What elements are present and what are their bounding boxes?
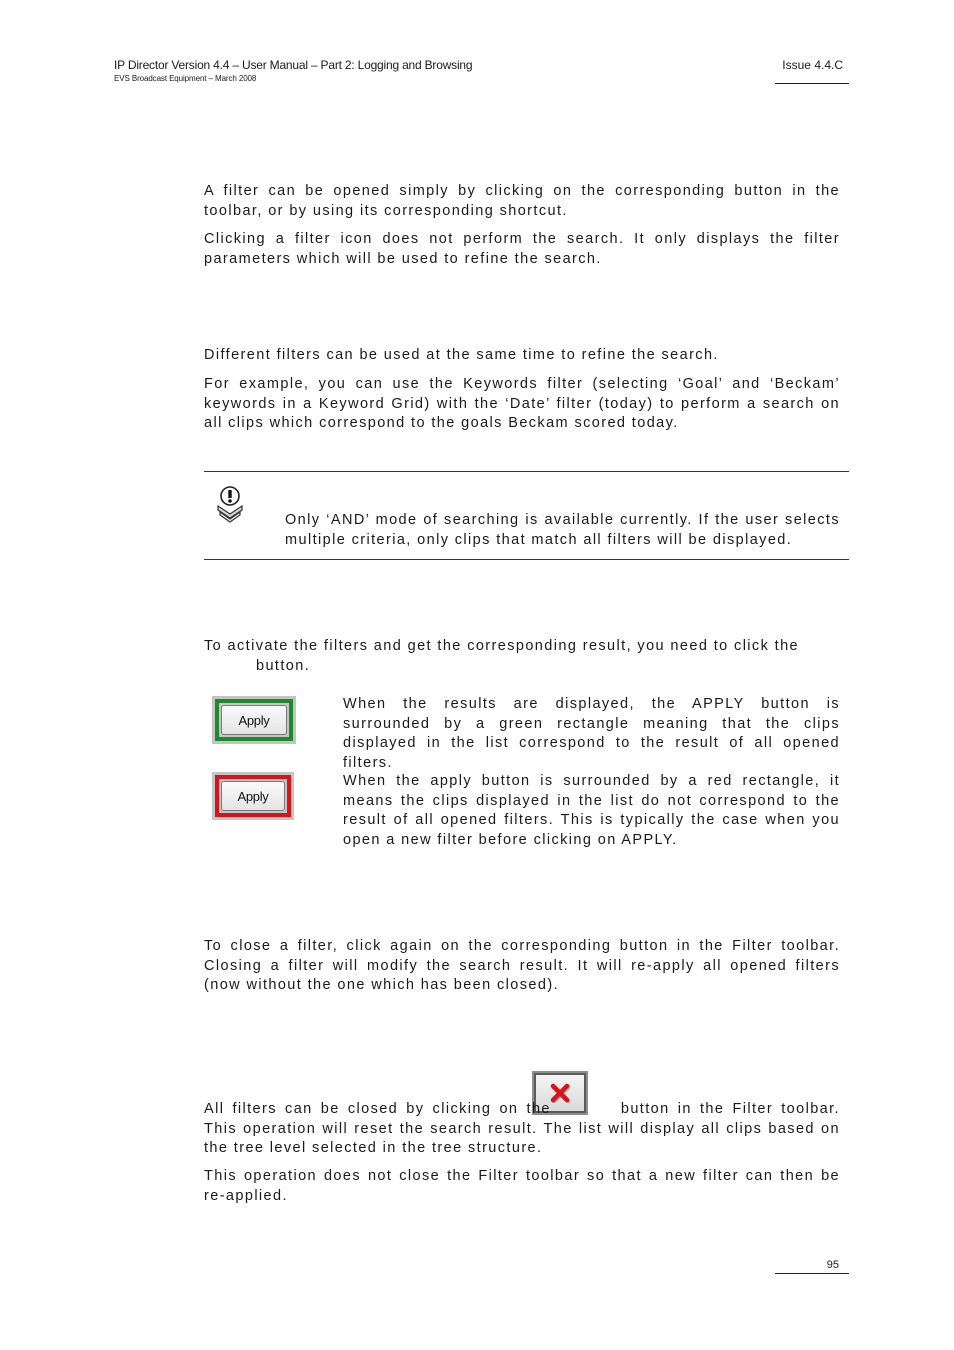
- combine-example-paragraph: For example, you can use the Keywords filter (selecting ‘Goal’ and ‘Beckam’ keywords in a Keyword Grid) with the ‘Date’ filter (today) to perform a search on all clips which correspond to the goals Beckam scored today.: [204, 376, 840, 431]
- header-rule: [775, 83, 849, 84]
- apply-button-red-image: [212, 772, 294, 820]
- note-text: Only ‘AND’ mode of searching is available currently. If the user selects multiple criteria, only clips that match all filters will be displayed.: [285, 512, 840, 548]
- apply-button-green[interactable]: Apply: [221, 705, 287, 735]
- open-filter-paragraph: A filter can be opened simply by clicking on the corresponding button in the toolbar, or by using its corresponding shortcut.: [204, 183, 840, 219]
- close-all-text-after: button in the Filter toolbar. This operation will reset the search result. The list will display all clips based on the tree level selected in the tree structure.: [204, 1101, 840, 1156]
- red-frame: [215, 775, 291, 817]
- apply-intro-line2: button.: [256, 657, 311, 674]
- note-top-rule: [204, 471, 849, 472]
- close-all-paragraph: [204, 1100, 840, 1159]
- close-filter-paragraph: To close a filter, click again on the corresponding button in the Filter toolbar. Closing a filter will modify the search result. It will re-apply all opened filters (now without the one which has been closed).: [204, 938, 840, 993]
- apply-intro-paragraph: [204, 637, 840, 676]
- green-frame: [215, 699, 293, 741]
- header-issue: Issue 4.4.C: [782, 58, 843, 72]
- page-number: 95: [826, 1259, 839, 1271]
- apply-intro-line1: To activate the filters and get the corresponding result, you need to click the: [204, 638, 800, 654]
- filter-icon-paragraph: Clicking a filter icon does not perform the search. It only displays the filter parameters which will be used to refine the search.: [204, 231, 840, 267]
- apply-red-description: When the apply button is surrounded by a red rectangle, it means the clips displayed in the list do not correspond to the result of all opened filters. This is typically the case when you open a new filter before clicking on APPLY.: [343, 773, 840, 848]
- combine-filters-paragraph: Different filters can be used at the same time to refine the search.: [204, 347, 719, 363]
- apply-button-red[interactable]: Apply: [221, 781, 285, 811]
- close-all-text-before: All filters can be closed by clicking on the: [204, 1101, 551, 1117]
- header-title: IP Director Version 4.4 – User Manual – Part 2: Logging and Browsing: [114, 58, 473, 72]
- footer-rule: [775, 1273, 849, 1274]
- header-subtitle: EVS Broadcast Equipment – March 2008: [114, 74, 257, 83]
- apply-green-description: When the results are displayed, the APPLY button is surrounded by a green rectangle meaning that the clips displayed in the list correspond to the result of all opened filters.: [343, 696, 840, 771]
- close-all-note-paragraph: This operation does not close the Filter toolbar so that a new filter can then be re-applied.: [204, 1168, 840, 1204]
- apply-button-green-image: [212, 696, 296, 744]
- note-bottom-rule: [204, 559, 849, 560]
- warning-hand-icon: [212, 484, 248, 526]
